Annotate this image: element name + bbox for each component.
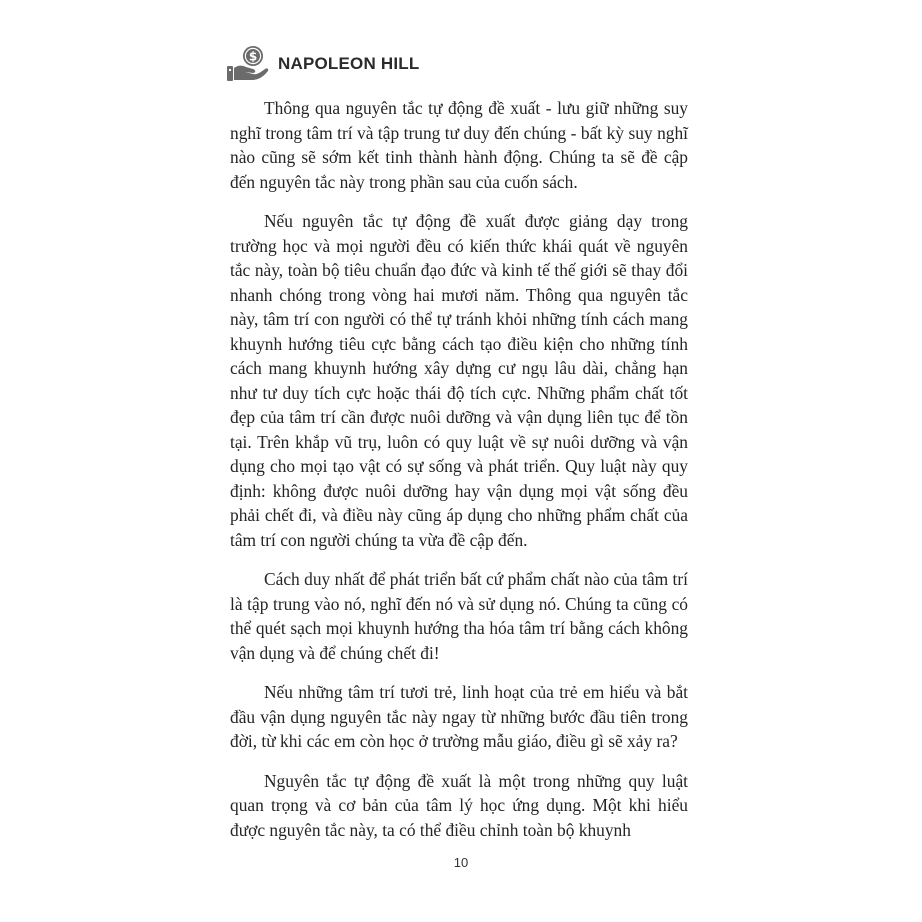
brand-name: NAPOLEON HILL — [278, 54, 420, 73]
page-body — [230, 96, 688, 857]
running-header — [226, 44, 419, 84]
paragraph: Nếu những tâm trí tươi trẻ, linh hoạt của trẻ em hiểu và bắt đầu vận dụng nguyên tắc này ngay từ những bước đầu tiên trong đời, từ khi các em còn học ở trường mẫu giáo, điều gì sẽ xảy ra? — [230, 682, 688, 751]
hand-holding-dollar-coin-icon — [226, 44, 270, 84]
paragraph: Thông qua nguyên tắc tự động đề xuất - lưu giữ những suy nghĩ trong tâm trí và tập trung tư duy đến chúng - bất kỳ suy nghĩ nào cũng sẽ sớm kết tinh thành hành động. Chúng ta sẽ đề cập đến nguyên tắc này trong phần sau của cuốn sách. — [230, 98, 688, 192]
paragraph: Cách duy nhất để phát triển bất cứ phẩm chất nào của tâm trí là tập trung vào nó, nghĩ đến nó và sử dụng nó. Chúng ta cũng có thể quét sạch mọi khuynh hướng tha hóa tâm trí bằng cách không vận dụng và để chúng chết đi! — [230, 569, 688, 663]
paragraph: Nếu nguyên tắc tự động đề xuất được giảng dạy trong trường học và mọi người đều có kiến thức khái quát về nguyên tắc này, toàn bộ tiêu chuẩn đạo đức và kinh tế thế giới sẽ thay đổi nhanh chóng trong vòng hai mươi năm. Thông qua nguyên tắc này, tâm trí con người có thể tự tránh khỏi những tính cách mang khuynh hướng tiêu cực bằng cách tạo điều kiện cho những tính cách mang khuynh hướng xây dựng cư ngụ lâu dài, chẳng hạn như tư duy tích cực hoặc thái độ tích cực. Những phẩm chất tốt đẹp của tâm trí cần được nuôi dưỡng và vận dụng liên tục để tồn tại. Trên khắp vũ trụ, luôn có quy luật về sự nuôi dưỡng và vận dụng cho mọi tạo vật có sự sống và phát triển. Quy luật này quy định: không được nuôi dưỡng hay vận dụng mọi vật sống đều phải chết đi, và điều này cũng áp dụng cho những phẩm chất của tâm trí con người chúng ta vừa đề cập đến. — [230, 211, 688, 550]
paragraph: Nguyên tắc tự động đề xuất là một trong những quy luật quan trọng và cơ bản của tâm lý học ứng dụng. Một khi hiểu được nguyên tắc này, ta có thể điều chỉnh toàn bộ khuynh — [230, 770, 688, 840]
svg-text:$: $ — [248, 49, 258, 64]
page-number: 10 — [453, 855, 469, 870]
